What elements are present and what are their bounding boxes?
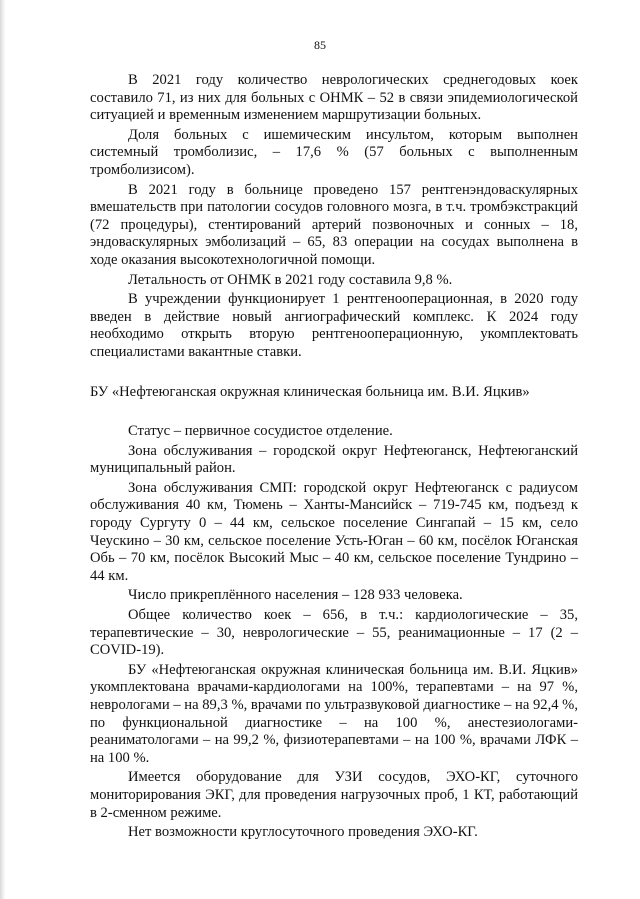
paragraph-status: Статус – первичное сосудистое отделение.	[128, 423, 393, 440]
paragraph-mortality: Летальность от ОНМК в 2021 году составила 9,8 %.	[128, 271, 453, 288]
paragraph-echo-availability: Нет возможности круглосуточного проведения ЭХО-КГ.	[128, 824, 478, 841]
paragraph-beds-2021: В 2021 году количество неврологических среднегодовых коек составило 71, из них для больных с ОНМК – 52 в связи эпидемиологической ситуацией и временным изменением маршрутизации больных.	[90, 72, 578, 124]
paragraph-staffing: БУ «Нефтеюганская окружная клиническая больница им. В.И. Яцкив» укомплектована врачами-кардиологами на 100%, терапевтами – на 97 %, неврологами – на 89,3 %, врачами по ультразвуковой диагностике – на 92,4 %, по функциональной диагностике – на 100 %, анестезиологами-реаниматологами – на 99,2 %, физиотерапевтами – на 100 %, врачами ЛФК – на 100 %.	[90, 661, 578, 766]
paragraph-service-zone: Зона обслуживания – городской округ Нефтеюганск, Нефтеюганский муниципальный район.	[90, 442, 578, 477]
paragraph-population: Число прикреплённого населения – 128 933 человека.	[128, 587, 463, 604]
paragraph-thrombolysis: Доля больных с ишемическим инсультом, которым выполнен системный тромболизис, – 17,6 % (57 больных с выполненным тромболизисом).	[90, 126, 578, 178]
paragraph-equipment: Имеется оборудование для УЗИ сосудов, ЭХО-КГ, суточного мониторирования ЭКГ, для проведения нагрузочных проб, 1 КТ, работающий в 2-сменном режиме.	[90, 769, 578, 821]
document-body	[90, 72, 578, 844]
scan-edge-shadow	[0, 0, 6, 899]
paragraph-endovascular: В 2021 году в больнице проведено 157 рентгенэндоваскулярных вмешательств при патологии сосудов головного мозга, в т.ч. тромбэкстракций (72 процедуры), стентирований артерий позвоночных и сонных – 18, эндоваскулярных эмболизаций – 65, 83 операции на сосудах выполнена в ходе оказания высокотехнологичной помощи.	[90, 181, 578, 268]
paragraph-bed-count: Общее количество коек – 656, в т.ч.: кардиологические – 35, терапевтические – 30, неврологические – 55, реанимационные – 17 (2 – COVID-19).	[90, 607, 578, 659]
section-heading: БУ «Нефтеюганская окружная клиническая больница им. В.И. Яцкив»	[90, 383, 530, 400]
paragraph-xray-operating-room: В учреждении функционирует 1 рентгенооперационная, в 2020 году введен в действие новый ангиографический комплекс. К 2024 году необходимо открыть вторую рентгенооперационную, укомплектовать специалистами вакантные ставки.	[90, 291, 578, 360]
page-number: 85	[314, 38, 326, 52]
paragraph-ambulance-zone: Зона обслуживания СМП: городской округ Нефтеюганск с радиусом обслуживания 40 км, Тюмень – Ханты-Мансийск – 719-745 км, подъезд к городу Сургуту 0 – 44 км, сельское поселение Сингапай – 15 км, село Чеускино – 30 км, сельское поселение Усть-Юган – 60 км, посёлок Юганская Обь – 70 км, посёлок Высокий Мыс – 40 км, сельское поселение Тундрино – 44 км.	[90, 479, 578, 584]
